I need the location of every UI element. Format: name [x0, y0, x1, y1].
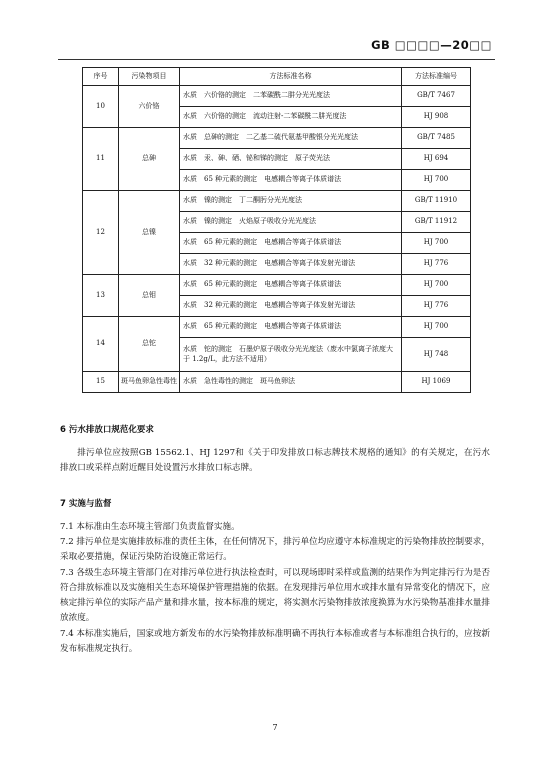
cell-pollutant: 总镍: [119, 191, 180, 275]
cell-method-code: GB/T 11912: [402, 212, 471, 233]
cell-method-code: HJ 776: [402, 254, 471, 275]
cell-method-name: 水质 六价铬的测定 流动注射-二苯碳酰二肼光度法: [180, 107, 402, 128]
cell-no: 14: [83, 317, 119, 372]
cell-method-name: 水质 镍的测定 丁二酮肟分光光度法: [180, 191, 402, 212]
cell-method-name: 水质 镍的测定 火焰原子吸收分光光度法: [180, 212, 402, 233]
cell-method-name: 水质 65 种元素的测定 电感耦合等离子体质谱法: [180, 233, 402, 254]
cell-pollutant: 六价铬: [119, 86, 180, 128]
cell-no: 11: [83, 128, 119, 191]
cell-method-name: 水质 65 种元素的测定 电感耦合等离子体质谱法: [180, 275, 402, 296]
table-row: [83, 191, 471, 212]
cell-method-code: GB/T 7485: [402, 128, 471, 149]
section-7-title: 7 实施与监督: [60, 499, 112, 509]
header-pollutant: 污染物项目: [119, 68, 180, 86]
cell-pollutant: 总铊: [119, 317, 180, 372]
clause-7-1: 7.1 本标准由生态环境主管部门负责监督实施。: [60, 522, 240, 532]
table-row: [83, 128, 471, 149]
cell-method-code: HJ 748: [402, 338, 471, 372]
header-method-name: 方法标准名称: [180, 68, 402, 86]
table-row: [83, 275, 471, 296]
cell-method-code: GB/T 11910: [402, 191, 471, 212]
cell-method-name: 水质 65 种元素的测定 电感耦合等离子体质谱法: [180, 170, 402, 191]
table-row: [83, 317, 471, 338]
cell-method-name: 水质 铊的测定 石墨炉原子吸收分光光度法（废水中氯离子浓度大于 1.2g/L，此方法不适用）: [180, 338, 402, 372]
page-number: 7: [272, 723, 278, 732]
cell-method-code: GB/T 7467: [402, 86, 471, 107]
cell-no: 12: [83, 191, 119, 275]
section-6-paragraph: 排污单位应按照GB 15562.1、HJ 1297和《关于印发排放口标志牌技术规格的通知》的有关规定，在污水排放口或采样点附近醒目处设置污水排放口标志牌。: [60, 448, 490, 473]
cell-pollutant: 总砷: [119, 128, 180, 191]
clause-7-3: 7.3 各级生态环境主管部门在对排污单位进行执法检查时，可以现场即时采样或监测的结果作为判定排污行为是否符合排放标准以及实施相关生态环境保护管理措施的依据。在发现排污单位用水或排水量有异常变化的情况下，应核定排污单位的实际产品产量和排水量，按本标准的规定，将实测水污染物排放浓度换算为水污染物基准排水量排放浓度。: [60, 568, 490, 623]
cell-method-name: 水质 总砷的测定 二乙基二硫代氨基甲酸银分光光度法: [180, 128, 402, 149]
cell-method-code: HJ 700: [402, 275, 471, 296]
cell-method-code: HJ 700: [402, 317, 471, 338]
header-no: 序号: [83, 68, 119, 86]
clause-7-4: 7.4 本标准实施后，国家或地方新发布的水污染物排放标准明确不再执行本标准或者与本标准组合执行的，应按新发布标准规定执行。: [60, 629, 490, 654]
header-rule: [58, 59, 495, 60]
cell-method-name: 水质 急性毒性的测定 斑马鱼卵法: [180, 372, 402, 393]
cell-method-code: HJ 700: [402, 170, 471, 191]
cell-method-name: 水质 32 种元素的测定 电感耦合等离子体发射光谱法: [180, 254, 402, 275]
cell-no: 15: [83, 372, 119, 393]
table-row: [83, 86, 471, 107]
method-standards-table: [82, 67, 471, 393]
cell-method-code: HJ 908: [402, 107, 471, 128]
table-header-row: [83, 68, 471, 86]
table-row: [83, 372, 471, 393]
cell-no: 10: [83, 86, 119, 128]
cell-method-code: HJ 700: [402, 233, 471, 254]
cell-method-name: 水质 32 种元素的测定 电感耦合等离子体发射光谱法: [180, 296, 402, 317]
header-method-code: 方法标准编号: [402, 68, 471, 86]
document-code-header: GB □□□□—20□□: [371, 38, 492, 52]
cell-pollutant: 斑马鱼卵急性毒性: [119, 372, 180, 393]
cell-method-name: 水质 汞、砷、硒、铋和锑的测定 原子荧光法: [180, 149, 402, 170]
cell-method-name: 水质 65 种元素的测定 电感耦合等离子体质谱法: [180, 317, 402, 338]
section-6-title: 6 污水排放口规范化要求: [60, 425, 154, 435]
cell-pollutant: 总钼: [119, 275, 180, 317]
clause-7-2: 7.2 排污单位是实施排放标准的责任主体，在任何情况下，排污单位均应遵守本标准规定的污染物排放控制要求，采取必要措施，保证污染防治设施正常运行。: [60, 537, 490, 562]
cell-method-code: HJ 694: [402, 149, 471, 170]
cell-method-name: 水质 六价铬的测定 二苯碳酰二肼分光光度法: [180, 86, 402, 107]
cell-no: 13: [83, 275, 119, 317]
cell-method-code: HJ 776: [402, 296, 471, 317]
cell-method-code: HJ 1069: [402, 372, 471, 393]
